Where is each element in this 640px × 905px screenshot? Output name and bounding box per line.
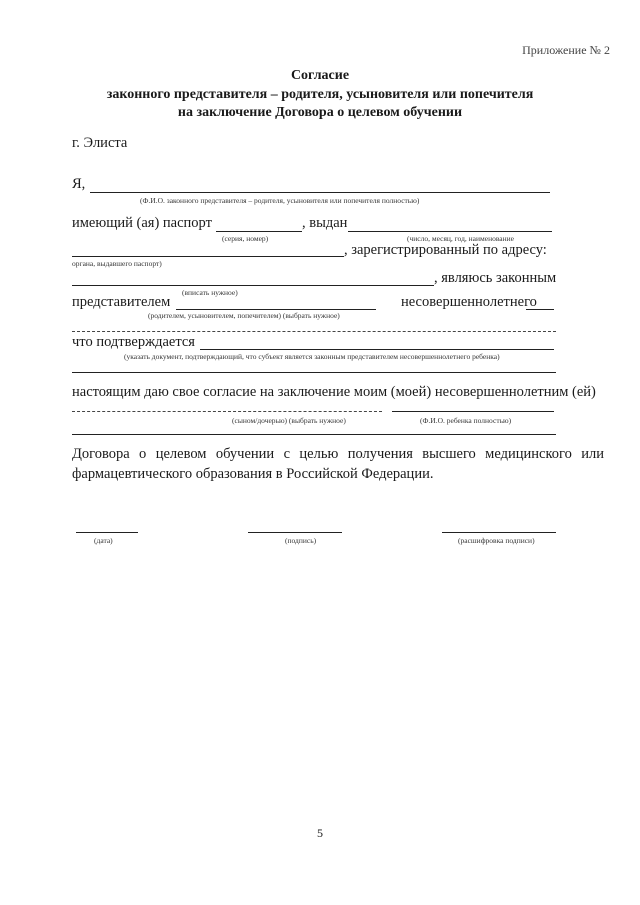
confirmed-label: что подтверждается	[72, 334, 195, 350]
signature-decoding-field[interactable]	[442, 532, 556, 533]
consent-text: настоящим даю свое согласие на заключение моим (моей) несовершеннолетним (ей)	[72, 384, 596, 400]
legal-representative-label: , являюсь законным	[434, 270, 557, 286]
signature-caption: (подпись)	[285, 536, 317, 545]
confirming-document-continuation[interactable]	[72, 372, 556, 373]
confirm-caption: (указать документ, подтверждающий, что субъект является законным представителем несовершеннолетнего ребенка)	[124, 352, 500, 361]
minor-name-field[interactable]	[72, 331, 556, 332]
child-name-field[interactable]	[392, 411, 554, 412]
insert-caption: (вписать нужное)	[182, 288, 238, 297]
series-caption: (серия, номер)	[222, 234, 269, 243]
passport-number-field[interactable]	[216, 231, 302, 232]
minor-label: несовершеннолетнего	[401, 294, 537, 310]
representative-role-field[interactable]	[176, 309, 376, 310]
passport-label: имеющий (ая) паспорт	[72, 215, 212, 231]
representative-name-field[interactable]	[90, 192, 550, 193]
signature-field[interactable]	[248, 532, 342, 533]
issuing-organ-caption: органа, выдавшего паспорт)	[72, 259, 162, 268]
document-subtitle-2: на заключение Договора о целевом обучении	[177, 105, 463, 120]
representative-name-caption: (Ф.И.О. законного представителя – родителя, усыновителя или попечителя полностью)	[140, 196, 420, 205]
representative-label: представителем	[72, 294, 171, 310]
registered-label: , зарегистрированный по адресу:	[344, 242, 547, 258]
document-title: Согласие	[290, 68, 350, 83]
city-label: г. Элиста	[72, 135, 128, 151]
document-subtitle-1: законного представителя – родителя, усыновителя или попечителя	[106, 87, 534, 102]
confirming-document-field[interactable]	[200, 349, 554, 350]
role-caption: (родителем, усыновителем, попечителем) (выбрать нужное)	[148, 311, 340, 320]
minor-suffix-field[interactable]	[526, 309, 554, 310]
son-daughter-caption: (сыном/дочерью) (выбрать нужное)	[232, 416, 346, 425]
date-field[interactable]	[76, 532, 138, 533]
issued-label: , выдан	[302, 215, 348, 231]
son-daughter-field[interactable]	[72, 411, 382, 412]
contract-paragraph: Договора о целевом обучении с целью получения высшего медицинского или фармацевтического образования в Российской Федерации.	[72, 446, 604, 482]
child-name-caption: (Ф.И.О. ребенка полностью)	[420, 416, 512, 425]
issue-date-caption: (число, месяц, год, наименование	[407, 234, 514, 243]
signature-decoding-caption: (расшифровка подписи)	[458, 536, 535, 545]
date-caption: (дата)	[94, 536, 113, 545]
child-name-continuation[interactable]	[72, 434, 556, 435]
passport-issued-field[interactable]	[348, 231, 552, 232]
page-number: 5	[317, 826, 323, 840]
issuing-organ-field[interactable]	[72, 256, 344, 257]
address-field[interactable]	[72, 285, 434, 286]
appendix-label: Приложение № 2	[522, 43, 610, 57]
ya-label: Я,	[72, 176, 86, 192]
